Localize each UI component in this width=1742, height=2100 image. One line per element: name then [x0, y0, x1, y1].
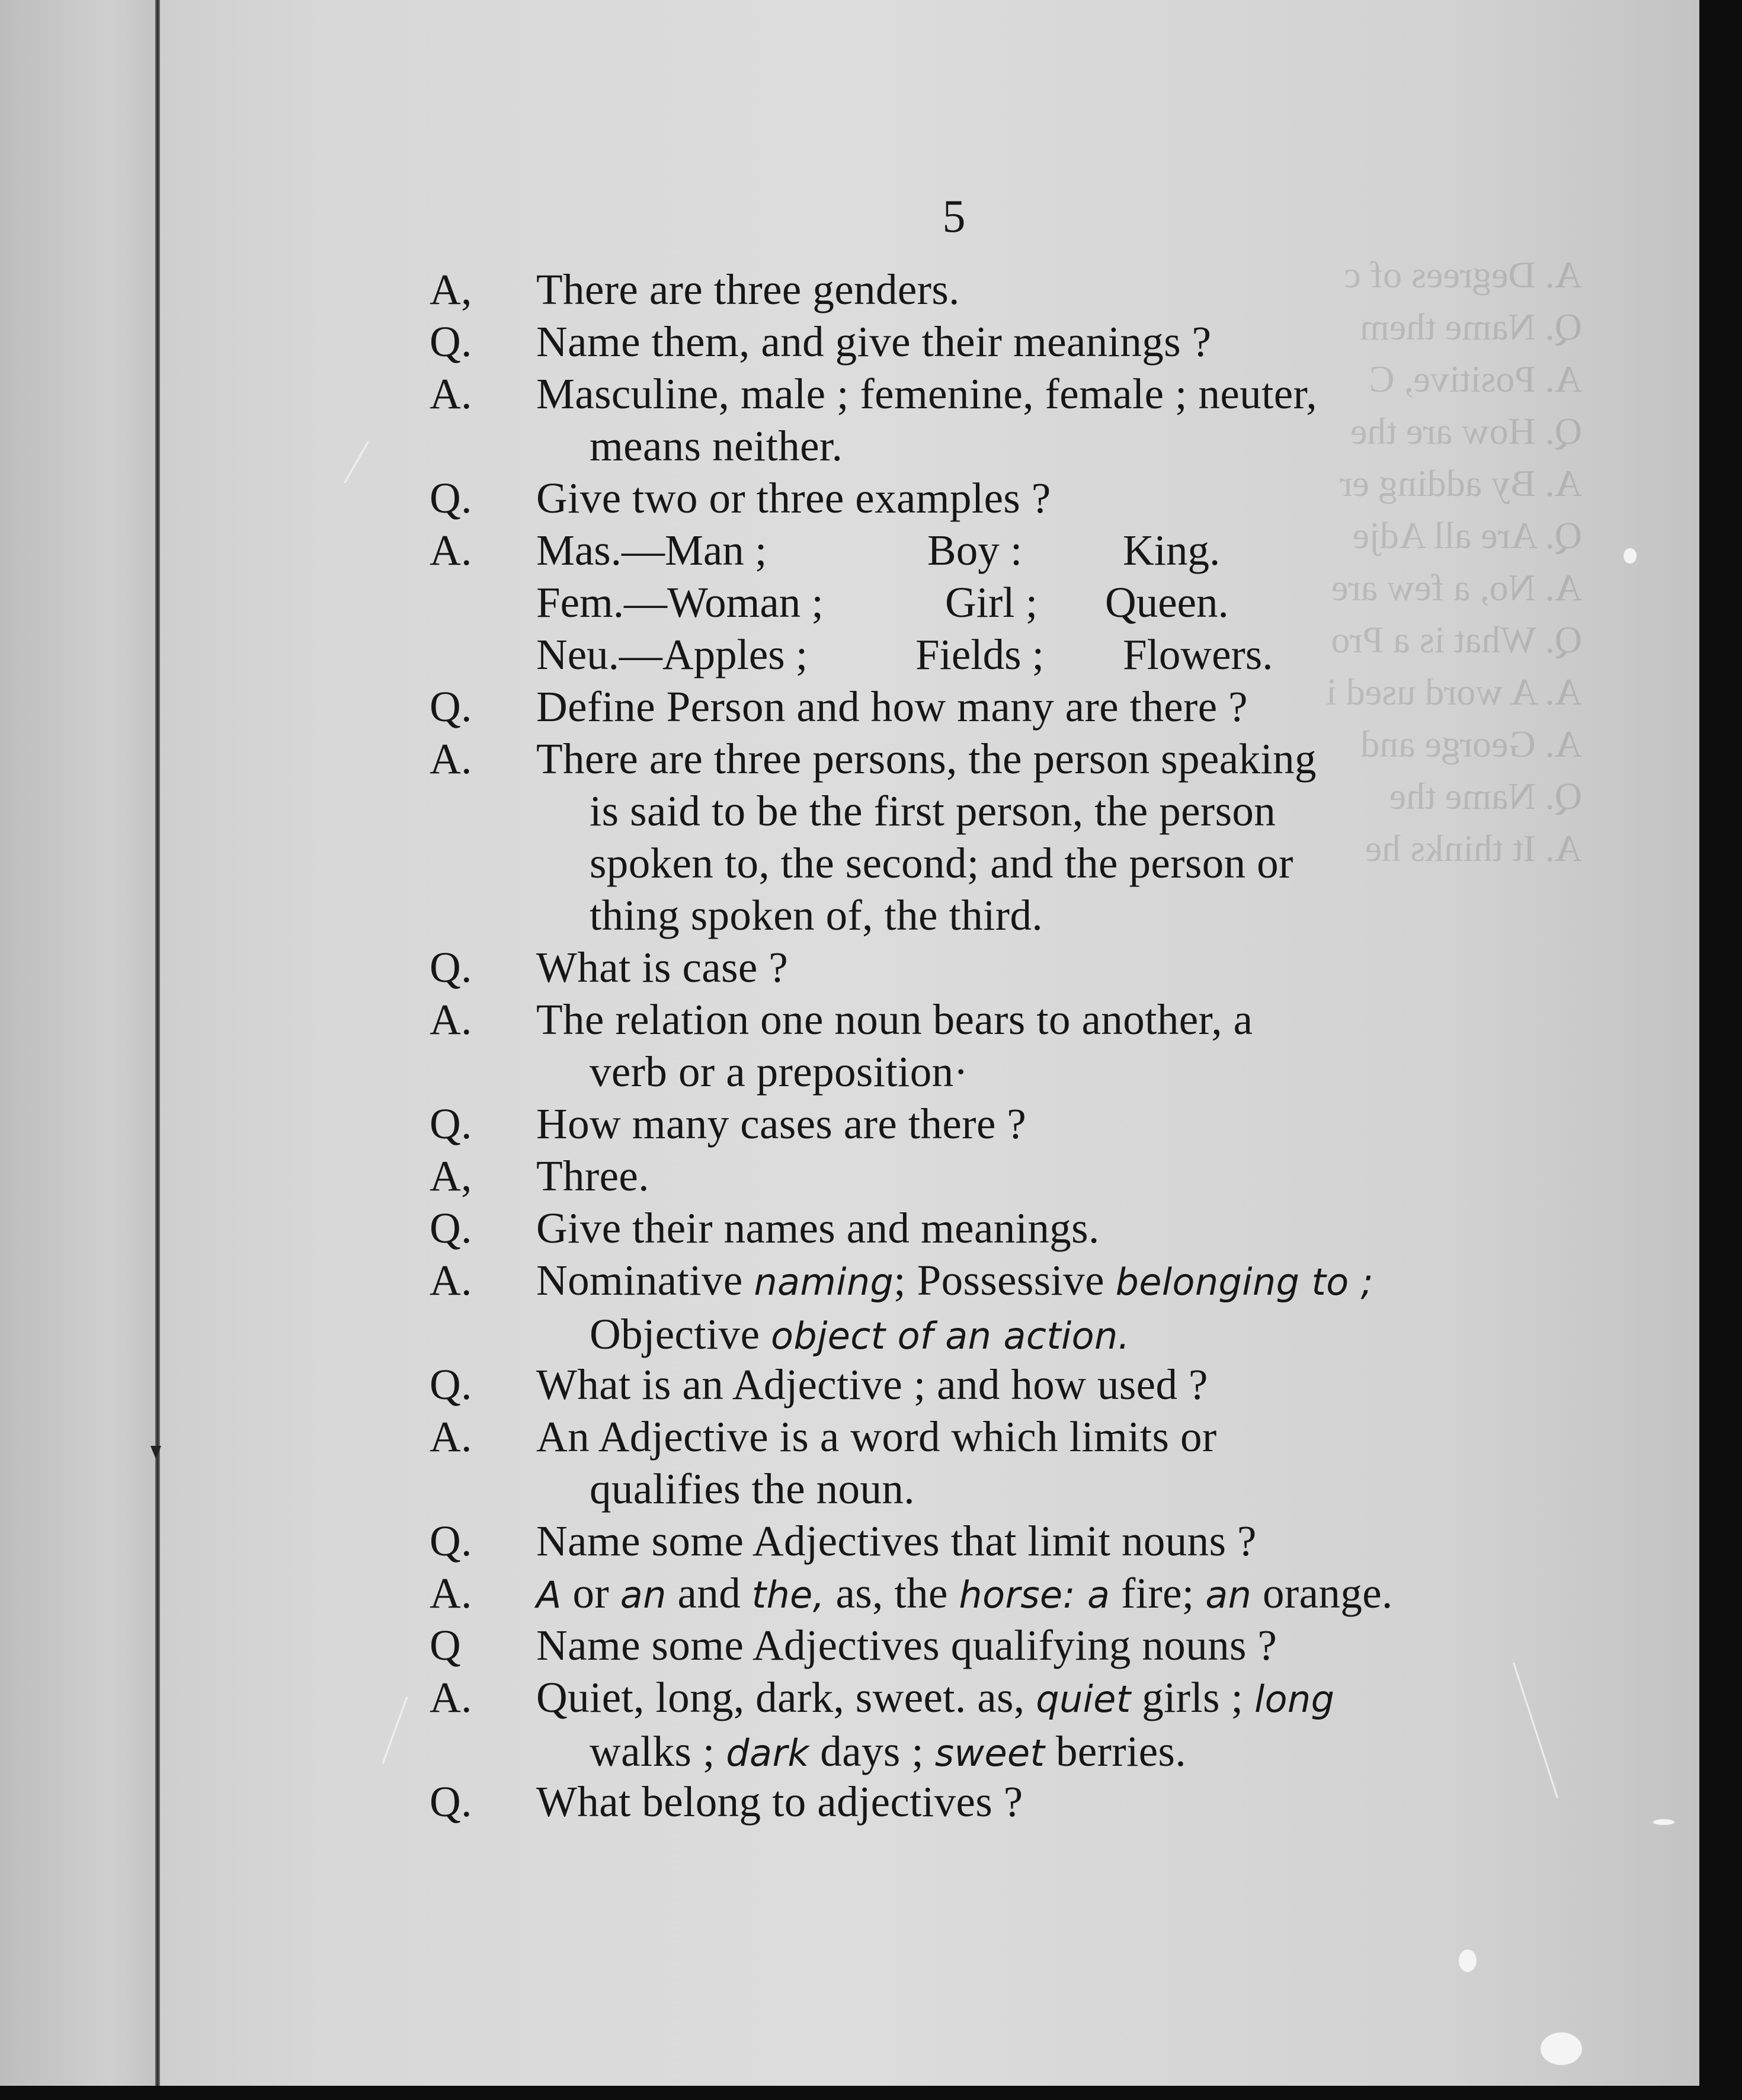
entry-text: Define Person and how many are there ?: [536, 683, 1248, 731]
qa-entry: [430, 368, 1490, 472]
entry-marker: Q.: [430, 1100, 472, 1148]
page-number: 5: [942, 190, 966, 242]
qa-entry: [430, 1619, 1490, 1672]
entry-text: There are three genders.: [536, 265, 960, 313]
scan-speck: [1623, 548, 1637, 564]
scan-scratch: [1513, 1662, 1558, 1798]
entry-marker: A.: [430, 370, 472, 418]
qa-entry: [430, 1202, 1490, 1254]
qa-entry-cases: [430, 1254, 1490, 1362]
entry-marker: Q.: [430, 1204, 472, 1252]
qa-entry: [430, 472, 1490, 524]
entry-text-continued: Objective object of an action.: [590, 1310, 1130, 1358]
entry-text-continued: thing spoken of, the third.: [590, 891, 1043, 939]
entry-marker: Q.: [430, 1360, 472, 1408]
qa-entry: [430, 264, 1490, 316]
entry-marker: Q.: [430, 1517, 472, 1565]
entry-marker: A,: [430, 265, 472, 313]
qa-entry: [430, 733, 1490, 942]
entry-text-continued: spoken to, the second; and the person or: [590, 839, 1293, 887]
entry-text-continued: qualifies the noun.: [590, 1465, 915, 1513]
entry-marker: A.: [430, 995, 472, 1043]
entry-text: What is an Adjective ; and how used ?: [536, 1360, 1208, 1408]
entry-text: There are three persons, the person speaking: [536, 735, 1317, 783]
example-cell: King.: [1123, 526, 1221, 574]
qa-entry: [430, 316, 1490, 368]
example-cell: Queen.: [1105, 578, 1229, 626]
qa-entry: [430, 1359, 1490, 1411]
qa-entry: [430, 1515, 1490, 1567]
scan-speck: [1541, 2032, 1582, 2065]
entry-marker: A.: [430, 1673, 472, 1721]
entry-text: What belong to adjectives ?: [536, 1778, 1023, 1826]
entry-text: Three.: [536, 1152, 649, 1200]
qa-entry-last: [430, 1776, 1490, 1828]
qa-entry: [430, 1150, 1490, 1202]
example-cell: Flowers.: [1123, 630, 1273, 678]
entry-text: Quiet, long, dark, sweet. as, quiet girls ; long: [536, 1673, 1335, 1721]
italic-term: object of an action.: [771, 1314, 1130, 1358]
entry-text: How many cases are there ?: [536, 1100, 1027, 1148]
entry-marker: A,: [430, 1152, 472, 1200]
entry-marker: Q.: [430, 318, 472, 366]
example-cell: Fields ;: [915, 630, 1045, 678]
entry-marker: Q.: [430, 943, 472, 991]
italic-term: naming: [754, 1260, 894, 1304]
entry-text-continued: walks ; dark days ; sweet berries.: [590, 1727, 1187, 1775]
example-masculine: Mas.—Man ;: [536, 526, 767, 574]
scan-speck: [1459, 1949, 1477, 1972]
entry-marker: A.: [430, 735, 472, 783]
qa-entry: [430, 942, 1490, 994]
entry-text: An Adjective is a word which limits or: [536, 1413, 1217, 1461]
example-cell: Girl ;: [945, 578, 1038, 626]
entry-marker: Q.: [430, 683, 472, 731]
entry-text: Name them, and give their meanings ?: [536, 318, 1212, 366]
entry-marker: A.: [430, 1256, 472, 1304]
entry-marker: Q: [430, 1621, 462, 1669]
example-feminine: Fem.—Woman ;: [536, 578, 824, 626]
entry-marker: A.: [430, 526, 472, 574]
entry-marker: Q.: [430, 1778, 472, 1826]
qa-entry-qualifying: [430, 1672, 1490, 1779]
entry-marker: Q.: [430, 474, 472, 522]
entry-text: A or an and the, as, the horse: a fire; an orange.: [536, 1569, 1393, 1617]
entry-text: Masculine, male ; femenine, female ; neuter,: [536, 370, 1317, 418]
example-cell: Boy :: [927, 526, 1023, 574]
qa-entry: [430, 681, 1490, 733]
qa-entry: [430, 1098, 1490, 1150]
scan-speck: [1653, 1819, 1674, 1825]
scan-scratch: [382, 1696, 408, 1764]
entry-text: The relation one noun bears to another, a: [536, 995, 1253, 1043]
entry-text: Give their names and meanings.: [536, 1204, 1100, 1252]
entry-text: What is case ?: [536, 943, 789, 991]
entry-text: Name some Adjectives qualifying nouns ?: [536, 1621, 1277, 1669]
entry-text-continued: means neither.: [590, 422, 843, 470]
entry-marker: A.: [430, 1413, 472, 1461]
scan-scratch: [344, 441, 369, 484]
example-neuter: Neu.—Apples ;: [536, 630, 808, 678]
entry-text: Give two or three examples ?: [536, 474, 1051, 522]
entry-text-continued: is said to be the first person, the person: [590, 787, 1276, 835]
entry-text: Nominative naming; Possessive belonging to ;: [536, 1256, 1373, 1304]
qa-entry: [430, 994, 1490, 1098]
entry-text-continued: verb or a preposition·: [590, 1048, 969, 1096]
entry-text: Name some Adjectives that limit nouns ?: [536, 1517, 1257, 1565]
italic-term: belonging to ;: [1115, 1260, 1373, 1304]
entry-marker: A.: [430, 1569, 472, 1617]
bleed-through-text: A. Degrees of c Q. Name them A. Positive, C Q. How are the A. By adding er Q. Are all Adje A. No, a few are Q. What is a Pro A. A word used i A. George and Q. Name the A. It thinks he: [1326, 254, 1582, 869]
qa-entry: [430, 1411, 1490, 1515]
qa-entry-articles: [430, 1567, 1490, 1621]
